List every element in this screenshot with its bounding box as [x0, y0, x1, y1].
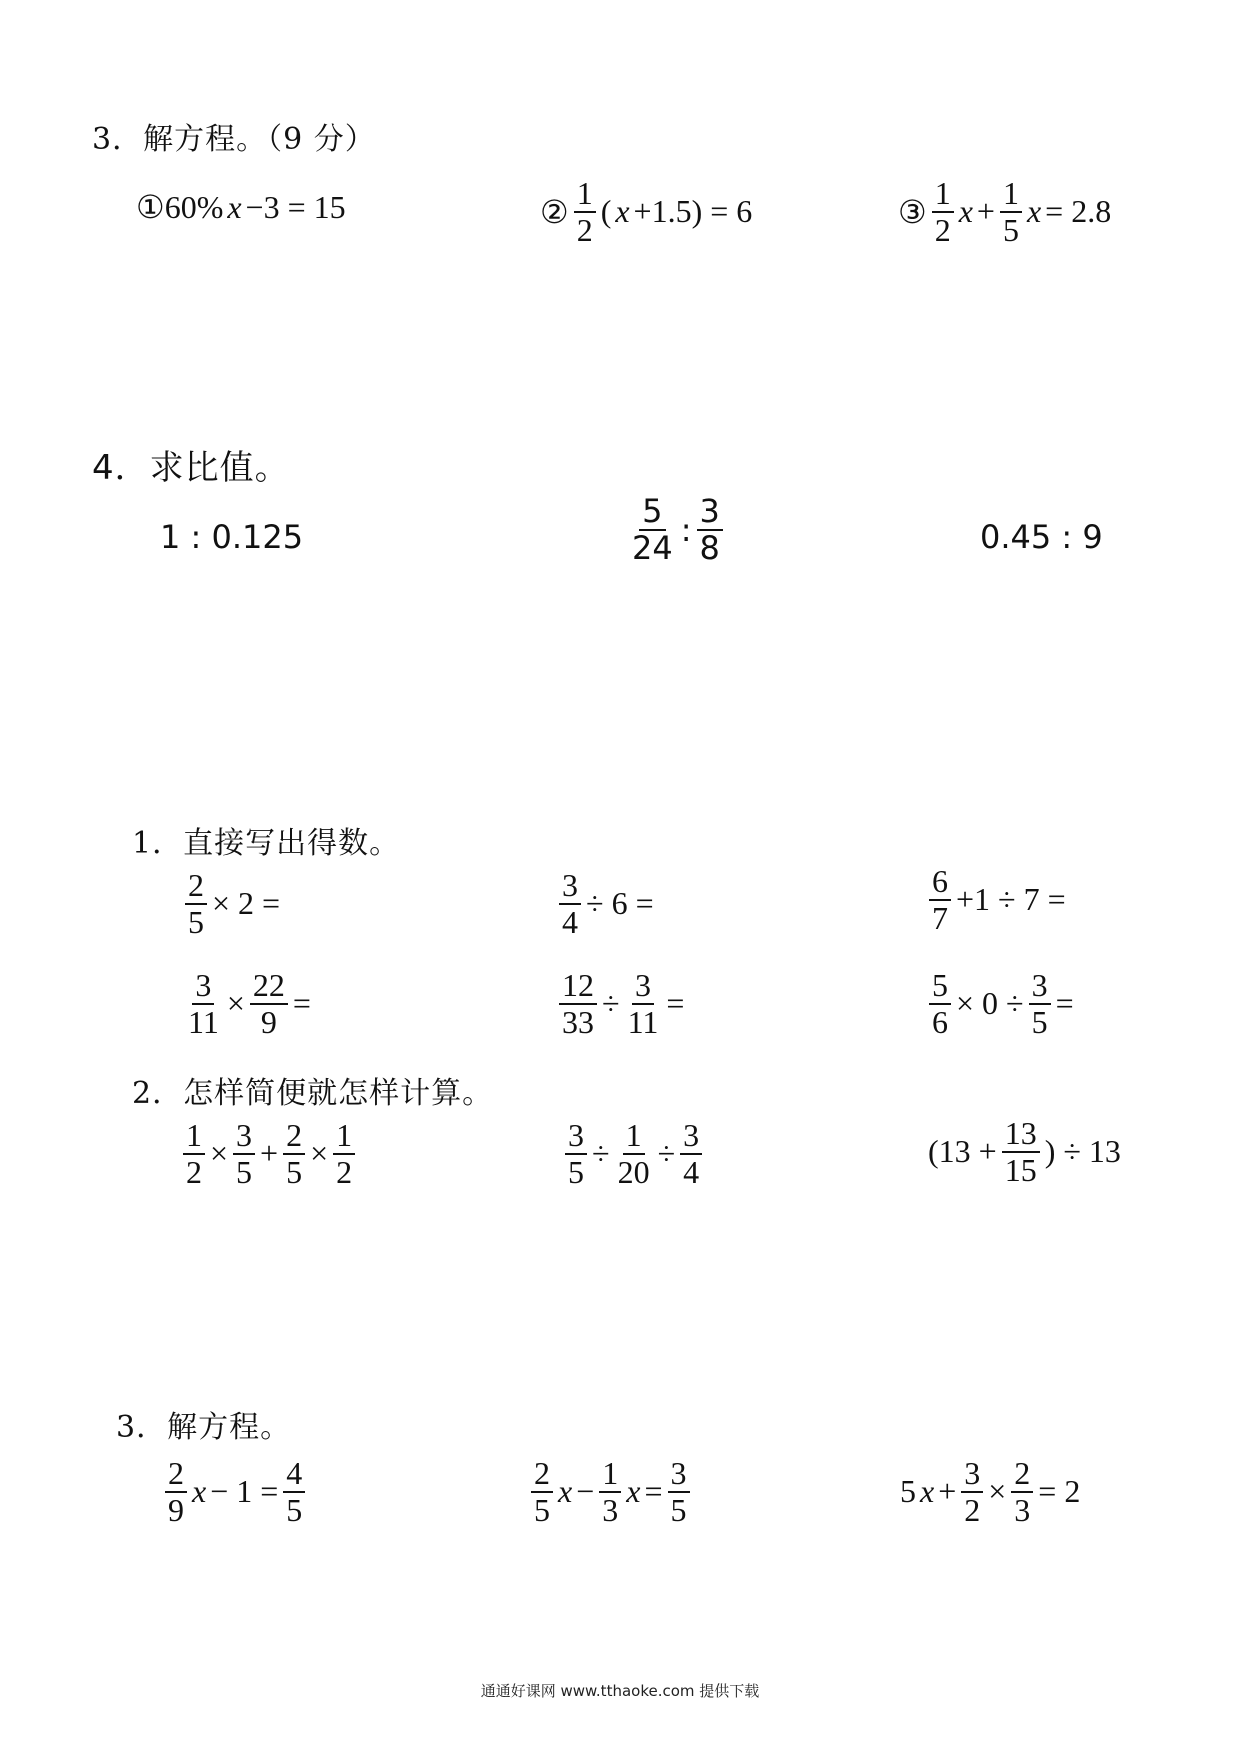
math-text: +1.5) = 6: [633, 193, 753, 230]
denominator: 5: [188, 903, 204, 940]
denominator: 9: [168, 1491, 184, 1528]
math-text: = 2.8: [1045, 193, 1112, 230]
numerator: 3: [565, 1118, 587, 1155]
denominator: 5: [286, 1153, 303, 1190]
fraction: [185, 968, 222, 1039]
fraction: [1000, 176, 1022, 247]
ratio-item: [158, 518, 305, 556]
numerator: 2: [531, 1456, 553, 1493]
fraction: [629, 494, 676, 565]
math-text: +: [260, 1135, 279, 1172]
numerator: 5: [639, 494, 665, 531]
fraction: [185, 868, 207, 939]
fraction: [233, 1118, 255, 1189]
numerator: 1: [599, 1456, 621, 1493]
numerator: 5: [929, 968, 951, 1005]
equation-item: [528, 1456, 693, 1527]
numerator: 2: [165, 1456, 187, 1493]
denominator: 4: [562, 903, 578, 940]
variable-x: x: [558, 1473, 573, 1510]
equation-item: [898, 1456, 1082, 1527]
section-heading-find-ratio: 4．求比值。: [92, 448, 290, 488]
math-text: ②: [540, 193, 569, 230]
fraction: [929, 968, 951, 1039]
math-text: × 0 ÷: [956, 985, 1024, 1022]
mental-math-item: [556, 968, 686, 1039]
numerator: 1: [1000, 176, 1022, 213]
math-text: ) ÷ 13: [1044, 1133, 1121, 1170]
denominator: 33: [562, 1003, 594, 1040]
numerator: 1: [183, 1118, 205, 1155]
math-text: :: [680, 510, 692, 549]
denominator: 7: [932, 899, 948, 936]
math-text: 1 : 0.125: [160, 518, 304, 556]
math-text: (13 +: [928, 1133, 997, 1170]
numerator: 3: [233, 1118, 255, 1155]
numerator: 2: [185, 868, 207, 905]
denominator: 2: [336, 1153, 353, 1190]
section-heading-write-results: 1．直接写出得数。: [132, 826, 401, 861]
fraction: [559, 868, 581, 939]
numerator: 12: [559, 968, 597, 1005]
math-text: =: [644, 1473, 663, 1510]
numerator: 3: [697, 494, 723, 531]
mental-math-item: [926, 968, 1076, 1039]
math-text: ③: [898, 193, 927, 230]
mental-math-item: [182, 968, 313, 1039]
fraction: [1002, 1116, 1040, 1187]
fraction: [668, 1456, 690, 1527]
ratio-item: [626, 494, 726, 565]
denominator: 2: [186, 1153, 202, 1190]
math-text: × 2 =: [212, 885, 281, 922]
math-text: +: [976, 193, 995, 230]
fraction: [565, 1118, 587, 1189]
numerator: 3: [668, 1456, 690, 1493]
denominator: 4: [683, 1153, 700, 1190]
fraction: [929, 864, 951, 935]
section-heading-solve-equations: 3．解方程。: [116, 1410, 292, 1445]
numerator: 1: [623, 1118, 645, 1155]
fraction: [1011, 1456, 1033, 1527]
fraction: [680, 1118, 702, 1189]
denominator: 5: [286, 1491, 303, 1528]
variable-x: x: [192, 1473, 207, 1510]
numerator: 2: [1011, 1456, 1033, 1493]
denominator: 3: [602, 1491, 619, 1528]
fraction: [697, 494, 723, 565]
denominator: 15: [1004, 1151, 1037, 1188]
equation-item: [162, 1456, 308, 1527]
math-text: +1 ÷ 7 =: [956, 881, 1066, 918]
denominator: 8: [699, 528, 720, 567]
math-text: ×: [226, 985, 245, 1022]
equation-item: [134, 188, 348, 226]
denominator: 20: [617, 1153, 650, 1190]
numerator: 3: [1029, 968, 1051, 1005]
simplify-item: [562, 1118, 705, 1189]
denominator: 9: [260, 1003, 277, 1040]
fraction: [250, 968, 288, 1039]
equation-item: [538, 176, 754, 247]
variable-x: x: [920, 1473, 935, 1510]
numerator: 3: [961, 1456, 983, 1493]
denominator: 11: [188, 1003, 219, 1040]
simplify-item: [180, 1118, 358, 1189]
denominator: 2: [964, 1491, 981, 1528]
fraction: [599, 1456, 621, 1527]
numerator: 1: [333, 1118, 355, 1155]
fraction: [559, 968, 597, 1039]
fraction: [165, 1456, 187, 1527]
denominator: 5: [1002, 211, 1019, 248]
denominator: 5: [1031, 1003, 1048, 1040]
numerator: 4: [283, 1456, 305, 1493]
fraction: [625, 968, 662, 1039]
denominator: 24: [632, 528, 673, 567]
numerator: 6: [929, 864, 951, 901]
denominator: 6: [932, 1003, 948, 1040]
numerator: 1: [932, 176, 954, 213]
mental-math-item: [182, 868, 282, 939]
denominator: 2: [576, 211, 593, 248]
variable-x: x: [615, 193, 630, 230]
ratio-item: [978, 518, 1105, 556]
fraction: [932, 176, 954, 247]
denominator: 11: [627, 1003, 659, 1040]
numerator: 22: [250, 968, 288, 1005]
math-text: =: [1055, 985, 1074, 1022]
numerator: 1: [574, 176, 596, 213]
denominator: 5: [534, 1491, 550, 1528]
math-text: =: [292, 985, 311, 1022]
math-text: ×: [988, 1473, 1007, 1510]
simplify-item: [926, 1116, 1123, 1187]
fraction: [961, 1456, 983, 1527]
math-text: 0.45 : 9: [980, 518, 1103, 556]
math-text: ×: [210, 1135, 229, 1172]
numerator: 2: [283, 1118, 305, 1155]
denominator: 5: [236, 1153, 253, 1190]
math-text: ÷: [592, 1135, 610, 1172]
math-text: +: [938, 1473, 957, 1510]
fraction: [1029, 968, 1051, 1039]
numerator: 3: [192, 968, 214, 1005]
fraction: [574, 176, 596, 247]
fraction: [531, 1456, 553, 1527]
variable-x: x: [958, 193, 973, 230]
denominator: 2: [934, 211, 951, 248]
variable-x: x: [1026, 193, 1042, 230]
mental-math-item: [556, 868, 656, 939]
math-text: − 1 =: [210, 1473, 279, 1510]
math-text: = 2: [1038, 1473, 1081, 1510]
section-heading-simplify-calculate: 2．怎样简便就怎样计算。: [132, 1076, 494, 1111]
fraction: [333, 1118, 355, 1189]
numerator: 3: [559, 868, 581, 905]
math-text: (: [600, 193, 612, 230]
denominator: 3: [1014, 1491, 1031, 1528]
math-text: 5: [900, 1473, 916, 1510]
equation-item: [896, 176, 1113, 247]
mental-math-item: [926, 864, 1068, 935]
math-text: ÷: [657, 1135, 676, 1172]
fraction: [615, 1118, 653, 1189]
variable-x: x: [626, 1473, 641, 1510]
numerator: 13: [1002, 1116, 1040, 1153]
fraction: [283, 1456, 305, 1527]
math-text: ÷ 6 =: [586, 885, 654, 922]
math-text: =: [666, 985, 685, 1022]
math-text: −3 = 15: [245, 188, 346, 225]
variable-x: x: [227, 188, 242, 225]
fraction: [283, 1118, 305, 1189]
section-heading-solve-equations-9pts: 3．解方程。（9 分）: [92, 122, 376, 157]
denominator: 5: [568, 1153, 584, 1190]
numerator: 3: [680, 1118, 702, 1155]
fraction: [183, 1118, 205, 1189]
math-text: ①60%: [136, 189, 224, 225]
math-text: ÷: [602, 985, 620, 1022]
math-text: ×: [310, 1135, 329, 1172]
numerator: 3: [632, 968, 654, 1005]
footer-source-text: 通通好课网 www.tthaoke.com 提供下载: [480, 1682, 760, 1700]
math-text: −: [576, 1473, 595, 1510]
denominator: 5: [670, 1491, 687, 1528]
